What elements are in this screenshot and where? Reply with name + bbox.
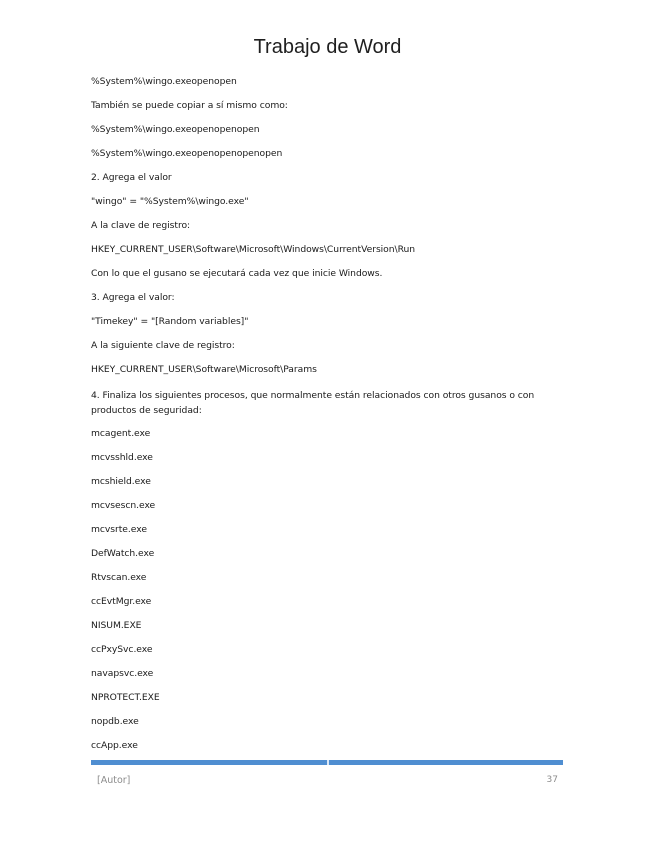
text-line: HKEY_CURRENT_USER\Software\Microsoft\Params <box>91 364 317 375</box>
footer-rule-divider <box>327 760 329 765</box>
text-line: %System%\wingo.exeopenopen <box>91 76 237 87</box>
text-line: %System%\wingo.exeopenopenopen <box>91 124 260 135</box>
process-item: nopdb.exe <box>91 716 139 727</box>
text-line: A la clave de registro: <box>91 220 191 231</box>
process-item: ccPxySvc.exe <box>91 644 153 655</box>
text-line: También se puede copiar a sí mismo como: <box>91 100 288 111</box>
process-item: ccEvtMgr.exe <box>91 596 152 607</box>
footer-author: [Autor] <box>97 775 131 786</box>
process-item: NPROTECT.EXE <box>91 692 160 703</box>
process-item: mcvsshld.exe <box>91 452 153 463</box>
text-line: %System%\wingo.exeopenopenopenopen <box>91 148 283 159</box>
process-item: mcagent.exe <box>91 428 151 439</box>
process-item: NISUM.EXE <box>91 620 142 631</box>
process-item: mcshield.exe <box>91 476 151 487</box>
page-number: 37 <box>546 775 558 785</box>
text-line: A la siguiente clave de registro: <box>91 340 235 351</box>
text-line: HKEY_CURRENT_USER\Software\Microsoft\Windows\CurrentVersion\Run <box>91 244 416 255</box>
text-line: "wingo" = "%System%\wingo.exe" <box>91 196 249 207</box>
footer-rule <box>91 760 563 765</box>
text-paragraph: 4. Finaliza los siguientes procesos, que normalmente están relacionados con otros gusanos o con productos de seguridad: <box>91 390 535 416</box>
process-item: navapsvc.exe <box>91 668 154 679</box>
process-item: mcvsescn.exe <box>91 500 156 511</box>
text-line: "Timekey" = "[Random variables]" <box>91 316 249 327</box>
text-line: 2. Agrega el valor <box>91 172 172 183</box>
document-body <box>91 76 561 764</box>
process-item: DefWatch.exe <box>91 548 155 559</box>
document-title: Trabajo de Word <box>253 36 402 58</box>
text-line: 3. Agrega el valor: <box>91 292 175 303</box>
process-item: Rtvscan.exe <box>91 572 147 583</box>
process-item: mcvsrte.exe <box>91 524 147 535</box>
process-item: ccApp.exe <box>91 740 138 751</box>
text-line: Con lo que el gusano se ejecutará cada vez que inicie Windows. <box>91 268 383 279</box>
